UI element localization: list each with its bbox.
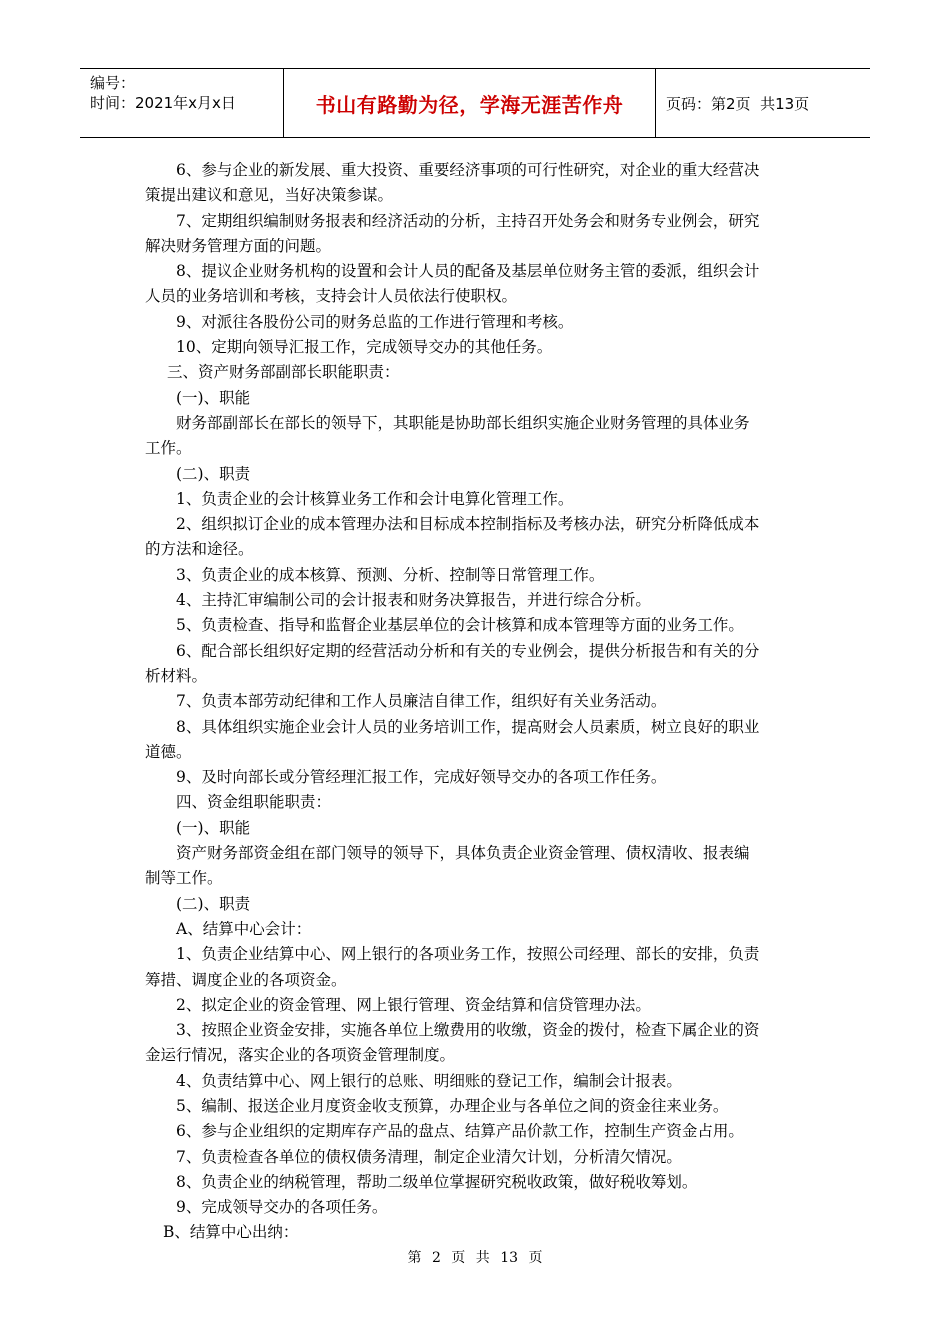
- text-line: 8、负责企业的纳税管理，帮助二级单位掌握研究税收政策，做好税收筹划。: [176, 1172, 698, 1191]
- document-number-label: 编号：: [90, 74, 136, 92]
- text-line: 1、负责企业的会计核算业务工作和会计电算化管理工作。: [176, 489, 574, 508]
- text-line: 8、具体组织实施企业会计人员的业务培训工作，提高财会人员素质，树立良好的职业: [176, 717, 760, 736]
- text-line: 道德。: [145, 742, 192, 761]
- text-line: 10、定期向领导汇报工作，完成领导交办的其他任务。: [176, 338, 553, 357]
- text-line: 5、负责检查、指导和监督企业基层单位的会计核算和成本管理等方面的业务工作。: [176, 616, 744, 635]
- page-footer: [0, 1247, 950, 1267]
- text-line: (二)、职责: [176, 894, 251, 913]
- text-line: 5、编制、报送企业月度资金收支预算，办理企业与各单位之间的资金往来业务。: [176, 1096, 729, 1115]
- text-line: (二)、职责: [176, 464, 251, 483]
- text-line: 4、主持汇审编制公司的会计报表和财务决算报告，并进行综合分析。: [176, 591, 651, 610]
- text-line: 3、按照企业资金安排，实施各单位上缴费用的收缴，资金的拨付，检查下属企业的资: [176, 1021, 760, 1040]
- text-line: 6、配合部长组织好定期的经营活动分析和有关的专业例会，提供分析报告和有关的分: [176, 641, 760, 660]
- text-line: 1、负责企业结算中心、网上银行的各项业务工作，按照公司经理、部长的安排，负责: [176, 945, 760, 964]
- text-line: 财务部副部长在部长的领导下，其职能是协助部长组织实施企业财务管理的具体业务: [176, 413, 750, 432]
- header-page-cell: [656, 69, 870, 137]
- text-line: 策提出建议和意见，当好决策参谋。: [145, 186, 394, 205]
- text-line: 3、负责企业的成本核算、预测、分析、控制等日常管理工作。: [176, 565, 605, 584]
- text-line: 的方法和途径。: [145, 540, 254, 559]
- text-line: 金运行情况，落实企业的各项资金管理制度。: [145, 1046, 456, 1065]
- text-line: 6、参与企业组织的定期库存产品的盘点、结算产品价款工作，控制生产资金占用。: [176, 1122, 744, 1141]
- text-line: 工作。: [145, 439, 192, 458]
- text-line: 7、定期组织编制财务报表和经济活动的分析，主持召开处务会和财务专业例会，研究: [176, 211, 760, 230]
- header-motto-cell: [284, 69, 656, 137]
- text-line: 9、对派往各股份公司的财务总监的工作进行管理和考核。: [176, 312, 574, 331]
- text-line: 6、参与企业的新发展、重大投资、重要经济事项的可行性研究，对企业的重大经营决: [176, 161, 760, 179]
- document-date: 时间：2021年x月x日: [90, 94, 236, 112]
- header-motto: 书山有路勤为径，学海无涯苦作舟: [315, 92, 624, 117]
- text-line: A、结算中心会计：: [176, 919, 312, 938]
- text-line: 9、完成领导交办的各项任务。: [176, 1198, 388, 1217]
- footer-page-number: 第 2 页 共 13 页: [407, 1250, 543, 1266]
- text-line: 2、组织拟订企业的成本管理办法和目标成本控制指标及考核办法，研究分析降低成本: [176, 515, 760, 534]
- text-line: B、结算中心出纳：: [163, 1223, 299, 1242]
- document-body: [145, 158, 807, 1246]
- text-line: 9、及时向部长或分管经理汇报工作，完成好领导交办的各项工作任务。: [176, 768, 667, 787]
- header-page-number: 页码：第2页 共13页: [666, 94, 810, 113]
- text-line: 四、资金组职能职责：: [176, 793, 332, 812]
- text-line: 三、资产财务部副部长职能职责：: [167, 363, 400, 382]
- text-line: (一)、职能: [176, 818, 251, 837]
- text-line: 7、负责检查各单位的债权债务清理，制定企业清欠计划，分析清欠情况。: [176, 1147, 682, 1166]
- text-line: 解决财务管理方面的问题。: [145, 236, 332, 255]
- text-line: 4、负责结算中心、网上银行的总账、明细账的登记工作，编制会计报表。: [176, 1071, 682, 1090]
- text-line: 8、提议企业财务机构的设置和会计人员的配备及基层单位财务主管的委派，组织会计: [176, 262, 760, 281]
- text-line: 7、负责本部劳动纪律和工作人员廉洁自律工作，组织好有关业务活动。: [176, 692, 667, 711]
- text-line: 资产财务部资金组在部门领导的领导下，具体负责企业资金管理、债权清收、报表编: [176, 844, 750, 863]
- header-meta: [80, 69, 284, 137]
- text-line: 筹措、调度企业的各项资金。: [145, 970, 347, 989]
- text-line: (一)、职能: [176, 388, 251, 407]
- text-line: 制等工作。: [145, 869, 223, 888]
- text-line: 人员的业务培训和考核，支持会计人员依法行使职权。: [145, 287, 518, 306]
- text-line: 2、拟定企业的资金管理、网上银行管理、资金结算和信贷管理办法。: [176, 995, 651, 1014]
- page-header: [80, 68, 870, 138]
- text-line: 析材料。: [145, 666, 208, 685]
